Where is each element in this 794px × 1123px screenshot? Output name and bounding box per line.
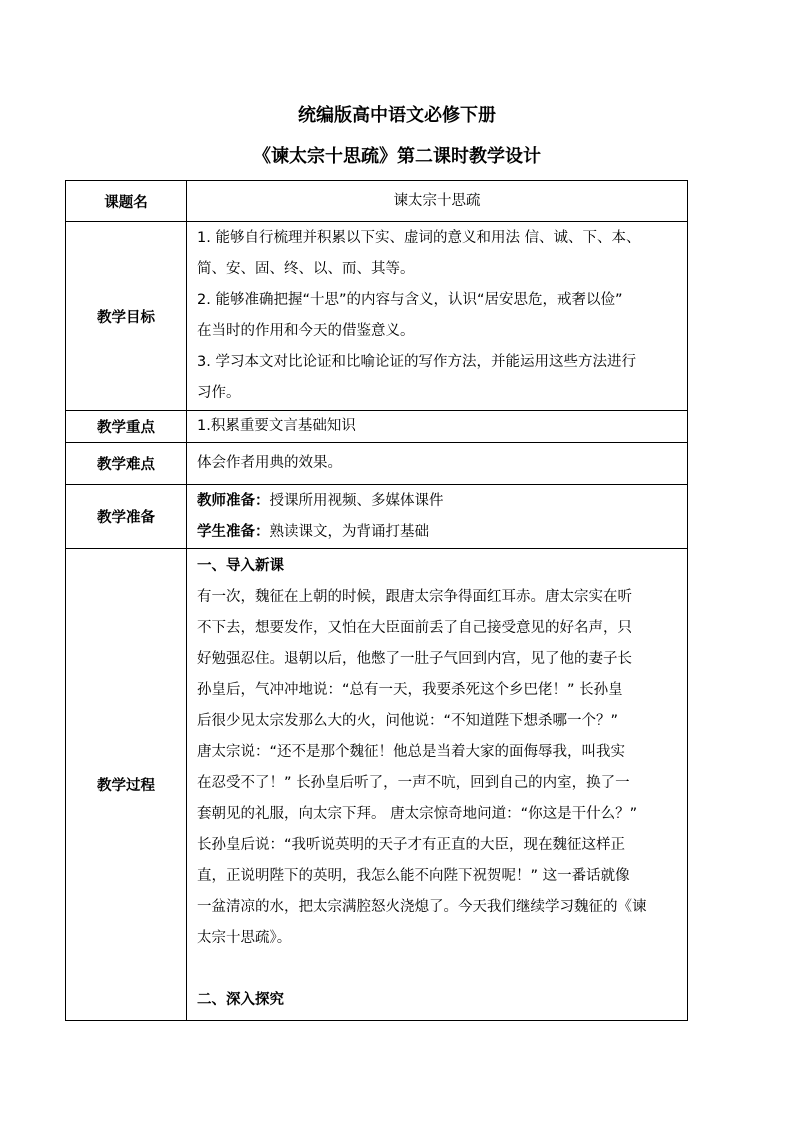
story-line: 太宗十思疏》。 [197,930,292,946]
story-line: 套朝见的礼服，向太宗下拜。 唐太宗惊奇地问道：“你这是干什么？” [197,806,638,822]
goal-line: 简、安、固、终、以、而、其等。 [197,261,415,277]
story-line: 唐太宗说：“还不是那个魏征！他总是当着大家的面侮辱我，叫我实 [197,744,626,760]
story-line: 长孙皇后说：“我听说英明的天子才有正直的大臣，现在魏征这样正 [197,837,626,853]
difficulties-row [66,443,688,485]
teacher-preparation-label: 教师准备： [197,492,270,509]
goal-line: 3. 学习本文对比论证和比喻论证的写作方法，并能运用这些方法进行 [197,354,636,370]
document-title: 统编版高中语文必修下册 [298,105,496,126]
goal-line: 在当时的作用和今天的借鉴意义。 [197,323,415,339]
process-content [187,549,688,1021]
story-line: 一盆清凉的水，把太宗满腔怒火浇熄了。今天我们继续学习魏征的《谏 [197,899,647,915]
section-heading: 二、深入探究 [197,992,284,1008]
goals-row [66,222,688,411]
goals-content [187,222,688,411]
teacher-preparation-value: 授课所用视频、多媒体课件 [269,492,444,509]
story-line: 孙皇后，气冲冲地说：“总有一天，我要杀死这个乡巴佬！” 长孙皇 [197,682,623,698]
preparation-content [187,485,688,549]
teacher-preparation [197,486,677,517]
topic-value: 谏太宗十思疏 [187,181,688,222]
section-heading: 一、导入新课 [197,558,284,574]
process-label: 教学过程 [66,549,187,1021]
blank-line [197,954,677,985]
story-line: 后很少见太宗发那么大的火，问他说：“不知道陛下想杀哪一个？” [197,713,619,729]
preparation-row [66,485,688,549]
student-preparation [197,517,677,548]
difficulties-value: 体会作者用典的效果。 [187,443,688,485]
story-line: 好勉强忍住。退朝以后，他憋了一肚子气回到内宫，见了他的妻子长 [197,651,632,667]
student-preparation-value: 熟读课文，为背诵打基础 [269,523,429,540]
lesson-plan-table [65,180,688,1021]
story-line: 有一次，魏征在上朝的时候，跟唐太宗争得面红耳赤。唐太宗实在听 [197,589,632,605]
story-line: 不下去，想要发作，又怕在大臣面前丢了自己接受意见的好名声，只 [197,620,632,636]
topic-label: 课题名 [66,181,187,222]
preparation-label: 教学准备 [66,485,187,549]
story-line: 直，正说明陛下的英明，我怎么能不向陛下祝贺呢！” 这一番话就像 [197,868,630,884]
process-row [66,549,688,1021]
difficulties-label: 教学难点 [66,443,187,485]
story-line: 在忍受不了！” 长孙皇后听了，一声不吭，回到自己的内室，换了一 [197,775,630,791]
key-points-value: 1.积累重要文言基础知识 [187,411,688,443]
goal-line: 习作。 [197,385,241,401]
topic-row [66,181,688,222]
student-preparation-label: 学生准备： [197,523,270,540]
goal-line: 1. 能够自行梳理并积累以下实、虚词的意义和用法 信、诚、下、本、 [197,230,641,246]
goal-line: 2. 能够准确把握“十思”的内容与含义，认识“居安思危，戒奢以俭” [197,292,623,308]
key-points-row [66,411,688,443]
goals-label: 教学目标 [66,222,187,411]
key-points-label: 教学重点 [66,411,187,443]
document-subtitle: 《谏太宗十思疏》第二课时教学设计 [253,146,541,167]
